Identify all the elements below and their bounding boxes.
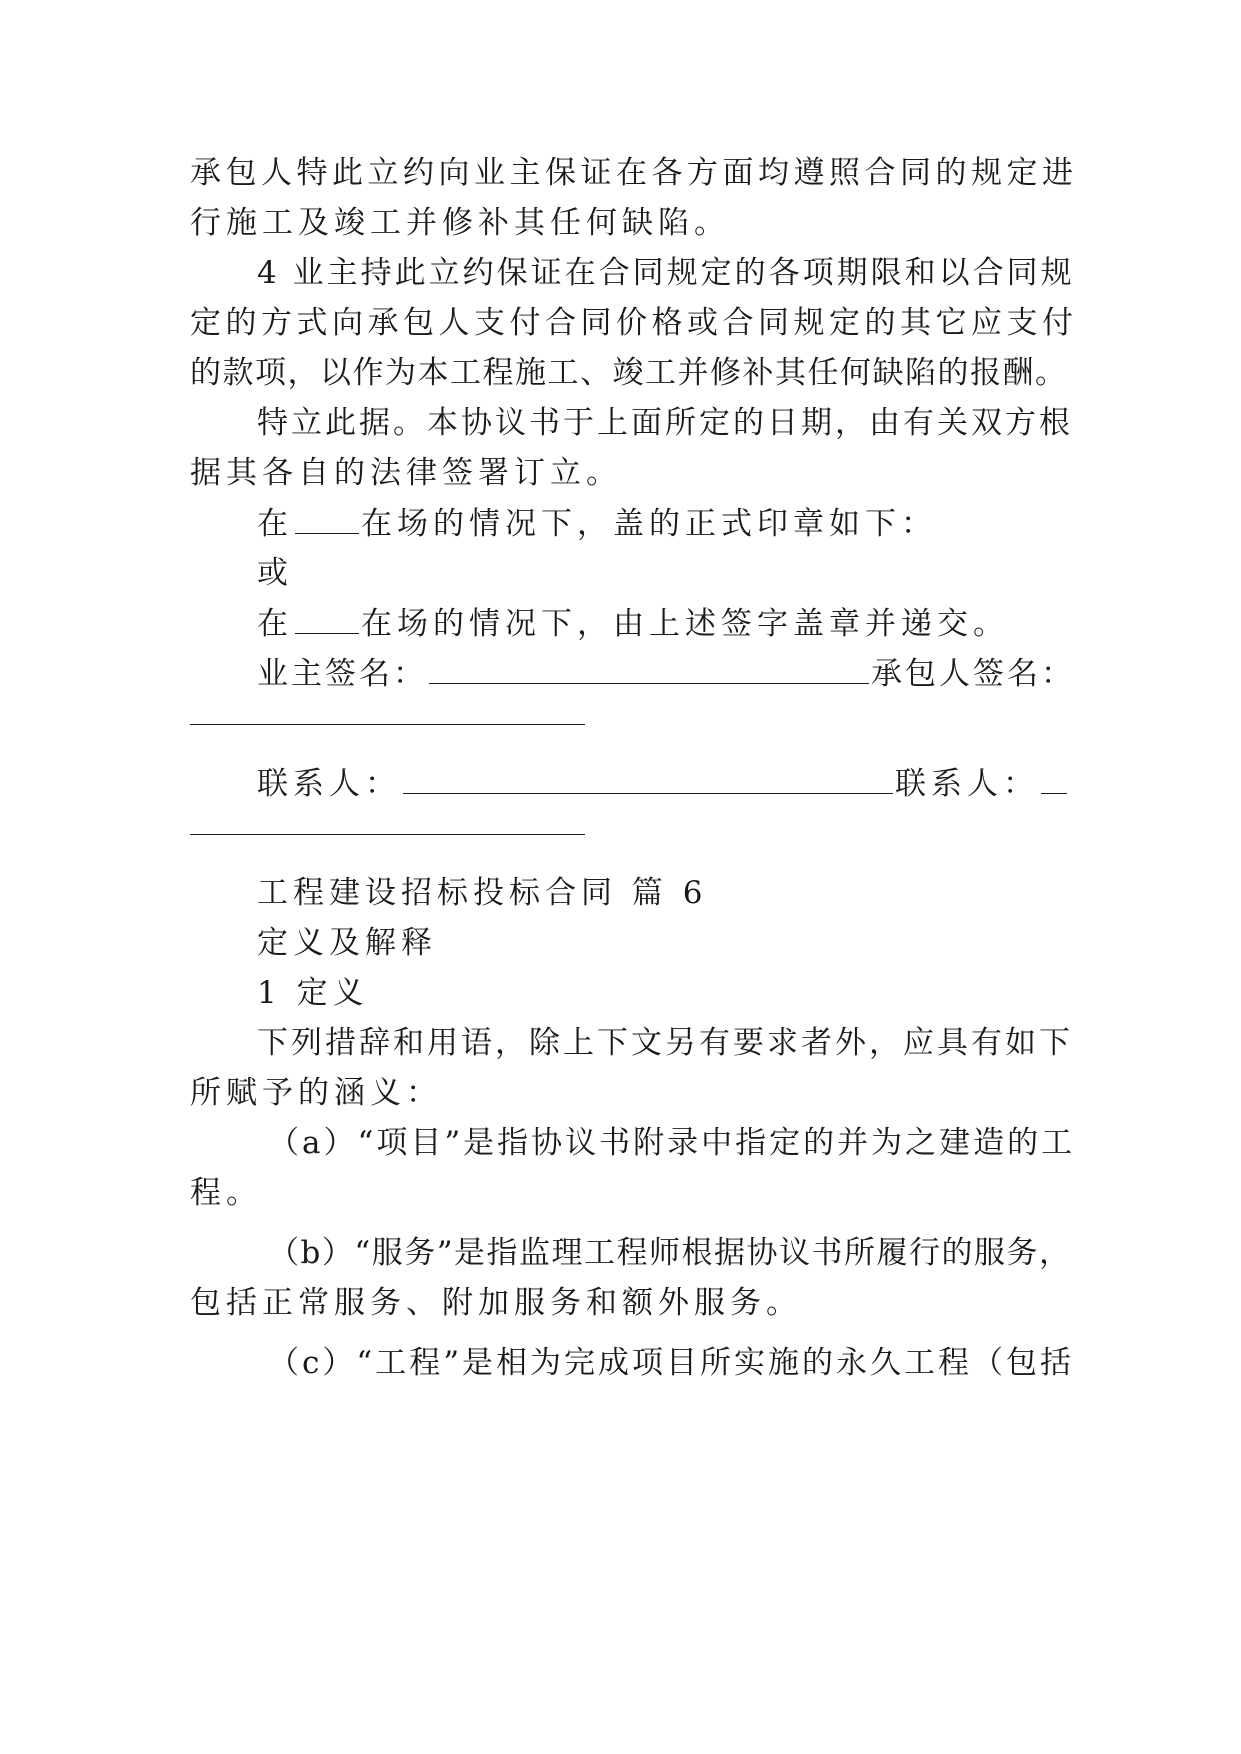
text-fragment: 在 bbox=[257, 506, 293, 542]
paragraph-line: 4 业主持此立约保证在合同规定的各项期限和以合同规 bbox=[257, 255, 1075, 291]
paragraph-line: 承包人特此立约向业主保证在各方面均遵照合同的规定进 bbox=[190, 155, 1078, 191]
blank-underline bbox=[295, 503, 359, 534]
contractor-sign-label: 承包人签名： bbox=[871, 656, 1075, 692]
definitions-subheading: 1 定义 bbox=[257, 975, 369, 1011]
text-fragment: 在场的情况下，由上述签字盖章并递交。 bbox=[361, 606, 1009, 642]
paragraph-line: 特立此据。本协议书于上面所定的日期，由有关双方根 bbox=[257, 405, 1073, 441]
contact-blank-continued bbox=[190, 834, 585, 835]
contact-label: 联系人： bbox=[257, 766, 401, 802]
text-fragment: 在 bbox=[257, 606, 293, 642]
paragraph-line: 行施工及竣工并修补其任何缺陷。 bbox=[190, 205, 730, 241]
contact-blank bbox=[1041, 763, 1067, 794]
contact-label: 联系人： bbox=[895, 766, 1039, 802]
definition-c: （c）“工程”是相为完成项目所实施的永久工程（包括 bbox=[268, 1345, 1075, 1381]
seal-presence-line bbox=[257, 503, 937, 544]
section-title: 工程建设招标投标合同 篇 6 bbox=[257, 875, 708, 911]
paragraph-line: 程。 bbox=[190, 1175, 262, 1211]
paragraph-line: 的款项，以作为本工程施工、竣工并修补其任何缺陷的报酬。 bbox=[190, 355, 1068, 391]
definition-b: （b）“服务”是指监理工程师根据协议书所履行的服务， bbox=[268, 1235, 1072, 1271]
definition-a: （a）“项目”是指协议书附录中指定的并为之建造的工 bbox=[268, 1125, 1076, 1161]
signature-line bbox=[257, 653, 1075, 694]
owner-sign-label: 业主签名： bbox=[257, 656, 427, 692]
paragraph-line: 或 bbox=[257, 555, 293, 591]
text-fragment: 在场的情况下，盖的正式印章如下： bbox=[361, 506, 937, 542]
contractor-sign-blank bbox=[190, 724, 585, 725]
paragraph-line: 定的方式向承包人支付合同价格或合同规定的其它应支付 bbox=[190, 305, 1078, 341]
blank-underline bbox=[295, 603, 359, 634]
paragraph-line: 下列措辞和用语，除上下文另有要求者外，应具有如下 bbox=[257, 1025, 1073, 1061]
contact-blank bbox=[403, 763, 893, 794]
paragraph-line: 据其各自的法律签署订立。 bbox=[190, 455, 622, 491]
delivery-presence-line bbox=[257, 603, 1009, 644]
paragraph-line: 所赋予的涵义： bbox=[190, 1075, 442, 1111]
definitions-heading: 定义及解释 bbox=[257, 925, 437, 961]
owner-sign-blank bbox=[429, 653, 869, 684]
contact-line bbox=[257, 763, 1069, 804]
paragraph-line: 包括正常服务、附加服务和额外服务。 bbox=[190, 1285, 802, 1321]
